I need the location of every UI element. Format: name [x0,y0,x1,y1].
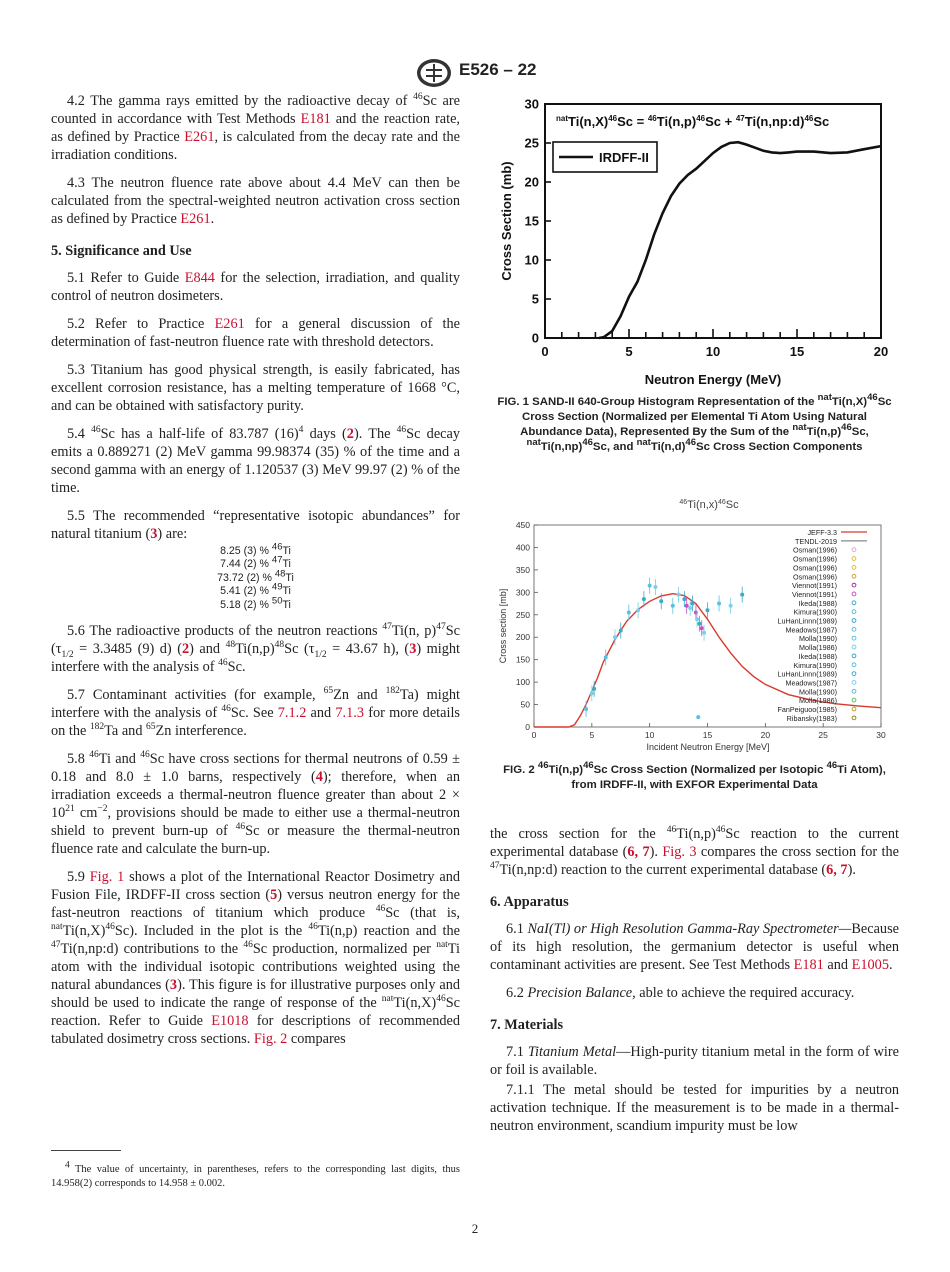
fig2-data-point [584,707,588,711]
fig2-legend-marker [852,583,856,587]
para-7-1-1: 7.1.1 The metal should be tested for impurities by a neutron activation technique. If the measurement is to be made in a thermal-neutron environment, scandium impurity must be low [490,1082,899,1134]
fig2-y-tick-label: 400 [515,542,530,553]
para-5-8: 5.8 $^{46}$Ti and $^{46}$Sc have cross sections for thermal neutrons of 0.59 ± 0.18 and 8.0 ± 1.0 barns, respectively (4); therefore, when an irradiation exceeds a thermal-neutron fluence greater than about $2 \times 10^{21}$ $cm^{-2}$, provisions should be made to either use a thermal-neutron shield to prevent burn-up of $^{46}$Sc or measure the thermal-neutron fluence rate and calculate the burn-up. [51,750,460,858]
fig2-y-tick-label: 300 [515,587,530,598]
section-6-heading: 6. Apparatus [490,894,569,910]
fig2-data-point [729,604,733,608]
ref-3[interactable]: 3 [409,641,417,658]
fig1-x-tick-label: 5 [625,344,633,359]
fig2-legend-label: Kimura(1990) [793,660,837,670]
fig2-legend-marker [852,548,856,552]
fig1-x-tick-label: 15 [789,344,805,359]
abundance-row: 73.72 (2) % $^{48}$Ti [217,568,294,584]
link-e261[interactable]: E261 [184,129,215,145]
fig2-legend-label: Viennot(1991) [791,589,837,599]
fig2-x-axis [532,723,886,740]
page-number: 2 [471,1221,479,1236]
fig2-legend-marker [852,619,856,623]
link-7-1-3[interactable]: 7.1.3 [335,705,364,722]
fig2-legend-label: Osman(1996) [793,572,837,582]
ref-5[interactable]: 5 [270,887,278,904]
fig2-x-tick-label: 5 [589,730,595,740]
fig2-data-point [682,597,686,601]
fig2-legend-marker [852,689,856,693]
fig1-plot-frame [545,104,881,338]
para-5-7: 5.7 Contaminant activities (for example, $^{65}$Zn and $^{182}$Ta) might interfere with the analysis of $^{46}$Sc. See 7.1.2 and 7.1.3 for more details on the $^{182}$Ta and $^{65}$Zn interference. [51,686,460,740]
fig1-y-axis [525,97,551,346]
abundance-row: 5.41 (2) % $^{49}$Ti [220,581,291,598]
fig2-legend-marker [852,566,856,570]
fig2-data-point [671,604,675,608]
fig1-y-tick-label: 25 [524,135,539,151]
ref-6-7[interactable]: 6, 7 [826,862,848,878]
fig2-data-point [677,593,681,597]
para-6-1: 6.1 NaI(Tl) or High Resolution Gamma-Ray Spectrometer—Because of its high resolution, the germanium detector is useful when contaminant activities are present. See Test Methods E181 and E1005. [490,921,899,973]
fig2-y-label: Cross section [mb] [498,588,508,664]
fig2-legend-marker [852,716,856,720]
fig2-legend-label: FanPeiguoo(1985) [777,705,837,714]
ref-2[interactable]: 2 [346,426,354,442]
fig2-data-point [648,584,652,588]
fig2-legend-marker [852,601,856,605]
link-e1018[interactable]: E1018 [211,1013,249,1030]
fig1-legend-label: IRDFF-II [599,150,649,165]
fig1-y-tick-label: 10 [524,252,539,268]
fig2-data-point [697,622,701,626]
link-fig-1[interactable]: Fig. 1 [89,869,125,886]
fig1-y-label: Cross Section (mb) [499,161,514,281]
footnote-rule [51,1150,121,1151]
left-column [51,92,460,1058]
section-5-heading: 5. Significance and Use [51,243,192,259]
fig2-y-tick-label: 150 [515,654,530,665]
fig2-data-point [659,599,663,603]
fig2-experimental-points [584,578,744,720]
fig2-data-point [627,611,631,615]
abundance-list [51,541,460,612]
abundance-row: 7.44 (2) % $^{47}$Ti [220,554,291,571]
fig2-legend-label: Viennot(1991) [791,581,837,591]
fig2-data-point [604,655,608,659]
fig1-chart [494,96,894,394]
fig2-legend-label: LuHanLinnn(1989) [777,616,837,626]
link-e261[interactable]: E261 [214,316,245,332]
fig2-data-point [590,691,594,695]
ref-6-7[interactable]: 6, 7 [627,844,650,860]
fig2-legend-marker [852,574,856,578]
fig2-legend-label: Ikeda(1988) [798,651,837,661]
fig2-legend-label: Molla(1986) [799,696,837,706]
fig1-x-axis [541,329,888,359]
fig2-x-tick-label: 20 [760,730,771,740]
abundance-row: 8.25 (3) % $^{46}$Ti [220,541,291,557]
para-5-9: 5.9 Fig. 1 shows a plot of the International Reactor Dosimetry and Fusion File, IRDFF-II cross section (5) versus neutron energy for the fast-neutron reactions of titanium which produce $^{46}$Sc (that is, $^{nat}Ti(n,X)^{46}Sc$). Included in the plot is the $^{46}$Ti(n,p) reaction and the $^{47}$Ti(n,np:d) contributions to the $^{46}$Sc production, normalized per $^{nat}$Ti atom with the individual isotopic contributions weighted using the natural abundances (3). This figure is for illustrative purposes only and should be used to indicate the range of response of the $^{nat}Ti(n,X)^{46}Sc$ reaction. Refer to Guide E1018 for descriptions of recommended tabulated dosimetry cross sections. Fig. 2 compares [51,869,461,1048]
fig2-data-point [619,628,623,632]
para-7-1: 7.1 Titanium Metal—High-purity titanium metal in the form of wire or foil is available. [490,1044,899,1078]
footnote-4: $^4$ The value of uncertainty, in parentheses, refers to the corresponding last digits, thus 14.958(2) corresponds to 14.958 ± 0.002. [51,1160,460,1189]
fig2-legend-marker [852,627,856,631]
fig2-legend-label: Molla(1986) [799,643,837,653]
astm-logo-icon [414,58,454,88]
fig2-data-point [688,606,692,610]
fig1-y-tick-label: 20 [524,174,539,190]
link-e181[interactable]: E181 [300,111,331,127]
fig2-legend-marker [852,592,856,596]
fig2-legend-marker [852,557,856,561]
fig2-data-point [717,602,721,606]
fig2-legend-label: Ribansky(1983) [786,713,837,723]
link-e844[interactable]: E844 [184,270,215,286]
fig1-x-label: Neutron Energy (MeV) [644,372,782,387]
para-5-6: 5.6 The radioactive products of the neutron reactions $^{47}$Ti(n, p)$^{47}$Sc ($\tau_{1/2} = 3.3485$ (9) d) (2) and $^{48}Ti(n,p)^{48}Sc$ ($\tau_{1/2} = 43.67$ h), (3) might interfere with the analysis of $^{46}$Sc. [51,622,460,676]
fig1-title: $^{nat}Ti(n,X)^{46}Sc = ^{46}Ti(n,p)^{46}Sc$ + $^{47}$Ti(n,np:d)$^{46}$Sc [556,114,830,129]
fig2-data-point [690,602,694,606]
fig2-legend-label: Kimura(1990) [793,607,837,617]
fig2-legend-label: Osman(1996) [793,545,837,555]
fig2-legend-marker [852,610,856,614]
fig2-legend [777,528,867,723]
fig2-data-point [642,597,646,601]
fig1-y-tick-label: 30 [524,96,539,112]
fig1-caption: FIG. 1 SAND-II 640-Group Histogram Representation of the $^{nat}Ti(n,X)^{46}Sc$ Cross Section (Normalized per Elemental Ti Atom Using Natural Abundance Data), Represented By the Sum of the $^{nat}Ti(n,p)^{46}Sc$, $^{nat}Ti(n,np)^{46}Sc$, and $^{nat}Ti(n,d)^{46}Sc$ Cross Section Components [497,392,892,453]
fig2-legend-label: Osman(1996) [793,563,837,573]
fig2-data-point [696,715,700,719]
fig1-x-tick-label: 20 [873,344,889,359]
fig2-data-point [592,687,596,691]
fig2-data-point [613,635,617,639]
para-5-2: 5.2 Refer to Practice E261 for a general discussion of the determination of fast-neutron fluence rate with threshold detectors. [51,316,460,350]
para-5-4: 5.4 $^{46}$Sc has a half-life of 83.787 $(16)^4$ days (2). The $^{46}$Sc decay emits a 0.889271 (2) MeV gamma 99.98374 (35) % of the time and a second gamma with an energy of 1.120537 (3) MeV 99.97 (2) % of the time. [51,425,461,496]
fig2-y-tick-label: 0 [525,722,530,732]
fig1-y-tick-label: 0 [531,330,539,346]
fig2-data-point [636,608,640,612]
fig2-y-tick-label: 200 [515,632,530,643]
fig2-data-point [685,604,689,608]
fig2-data-point [740,593,744,597]
fig2-legend-marker [852,707,856,711]
fig2-legend-label: Ikeda(1988) [798,598,837,608]
link-e1005[interactable]: E1005 [851,957,889,973]
document-id: E526 – 22 [459,60,537,79]
link-e181[interactable]: E181 [793,957,824,973]
fig2-y-tick-label: 450 [515,520,530,530]
ref-4[interactable]: 4 [315,769,323,786]
link-e261[interactable]: E261 [180,211,211,227]
fig2-x-tick-label: 25 [818,730,828,740]
ref-2[interactable]: 2 [181,641,190,658]
fig2-legend-marker [852,681,856,685]
fig2-caption: FIG. 2 $^{46}Ti(n,p)^{46}Sc$ Cross Section (Normalized per Isotopic $^{46}$Ti Atom), from IRDFF-II, with EXFOR Experimental Data [503,760,886,791]
para-6-2: 6.2 Precision Balance, able to achieve the required accuracy. [506,985,855,1001]
fig2-y-tick-label: 250 [515,609,530,620]
page-header [0,58,950,88]
para-cont: the cross section for the $^{46}Ti(n,p)^{46}Sc$ reaction to the current experimental database (6, 7). Fig. 3 compares the cross section for the $^{47}$Ti(n,np:d) reaction to the current experimental database (6, 7). [490,825,900,878]
fig1-y-tick-label: 15 [524,213,539,229]
fig2-legend-label: JEFF-3.3 [807,528,837,537]
section-7-heading: 7. Materials [490,1017,564,1033]
para-5-5: 5.5 The recommended “representative isotopic abundances” for natural titanium (3) are: [51,508,460,542]
ref-3[interactable]: 3 [150,526,158,542]
fig1-y-tick-label: 5 [531,291,539,307]
fig2-title: $^{46}Ti(n,x)^{46}Sc$ [679,499,739,511]
link-7-1-2[interactable]: 7.1.2 [277,705,307,722]
right-column [490,825,899,1145]
link-fig-3[interactable]: Fig. 3 [662,844,697,860]
fig2-legend-marker [852,672,856,676]
fig2-chart [494,492,894,754]
fig2-legend-label: Meadows(1987) [785,678,837,688]
fig2-data-point [700,626,704,630]
fig2-legend-label: Molla(1990) [799,634,837,644]
fig2-x-tick-label: 15 [702,730,713,740]
fig2-x-tick-label: 0 [531,730,537,740]
fig2-legend-label: Molla(1990) [799,687,837,697]
fig2-legend-label: TENDL-2019 [795,536,837,546]
fig2-y-tick-label: 350 [515,564,530,575]
fig2-legend-label: Osman(1996) [793,554,837,564]
fig2-x-label: Incident Neutron Energy [MeV] [646,742,770,752]
fig2-legend-marker [852,698,856,702]
fig2-legend-marker [852,645,856,649]
para-4-3: 4.3 The neutron fluence rate above about 4.4 MeV can then be calculated from the spectral-weighted neutron activation cross section as defined by Practice E261. [51,175,460,227]
fig1-x-tick-label: 10 [705,344,721,359]
para-5-1: 5.1 Refer to Guide E844 for the selection, irradiation, and quality control of neutron dosimeters. [51,270,460,304]
fig2-x-tick-label: 30 [876,730,886,740]
fig2-data-point [653,585,657,589]
ref-3[interactable]: 3 [169,977,178,994]
fig2-legend-label: Meadows(1987) [785,625,837,635]
fig2-x-tick-label: 10 [644,730,655,740]
fig2-legend-marker [852,663,856,667]
fig1-x-tick-label: 0 [541,344,549,359]
para-4-2: 4.2 The gamma rays emitted by the radioactive decay of $^{46}$Sc are counted in accordance with Test Methods E181 and the reaction rate, as defined by Practice E261, is calculated from the decay rate and the irradiation conditions. [51,92,461,163]
fig2-data-point [702,631,706,635]
fig2-legend-label: LuHanLinnn(1989) [777,669,837,679]
abundance-row: 5.18 (2) % $^{50}$Ti [220,595,291,611]
fig2-legend-marker [852,636,856,640]
link-fig-2[interactable]: Fig. 2 [253,1031,288,1048]
fig2-y-tick-label: 100 [515,677,530,688]
para-5-3: 5.3 Titanium has good physical strength, is easily fabricated, has excellent corrosion resistance, has a melting temperature of 1668 °C, and can be obtained with satisfactory purity. [51,362,460,414]
fig2-data-point [695,617,699,621]
fig2-y-axis [516,520,538,732]
fig2-legend-marker [852,654,856,658]
fig2-data-point [706,608,710,612]
fig2-y-tick-label: 50 [520,699,530,710]
